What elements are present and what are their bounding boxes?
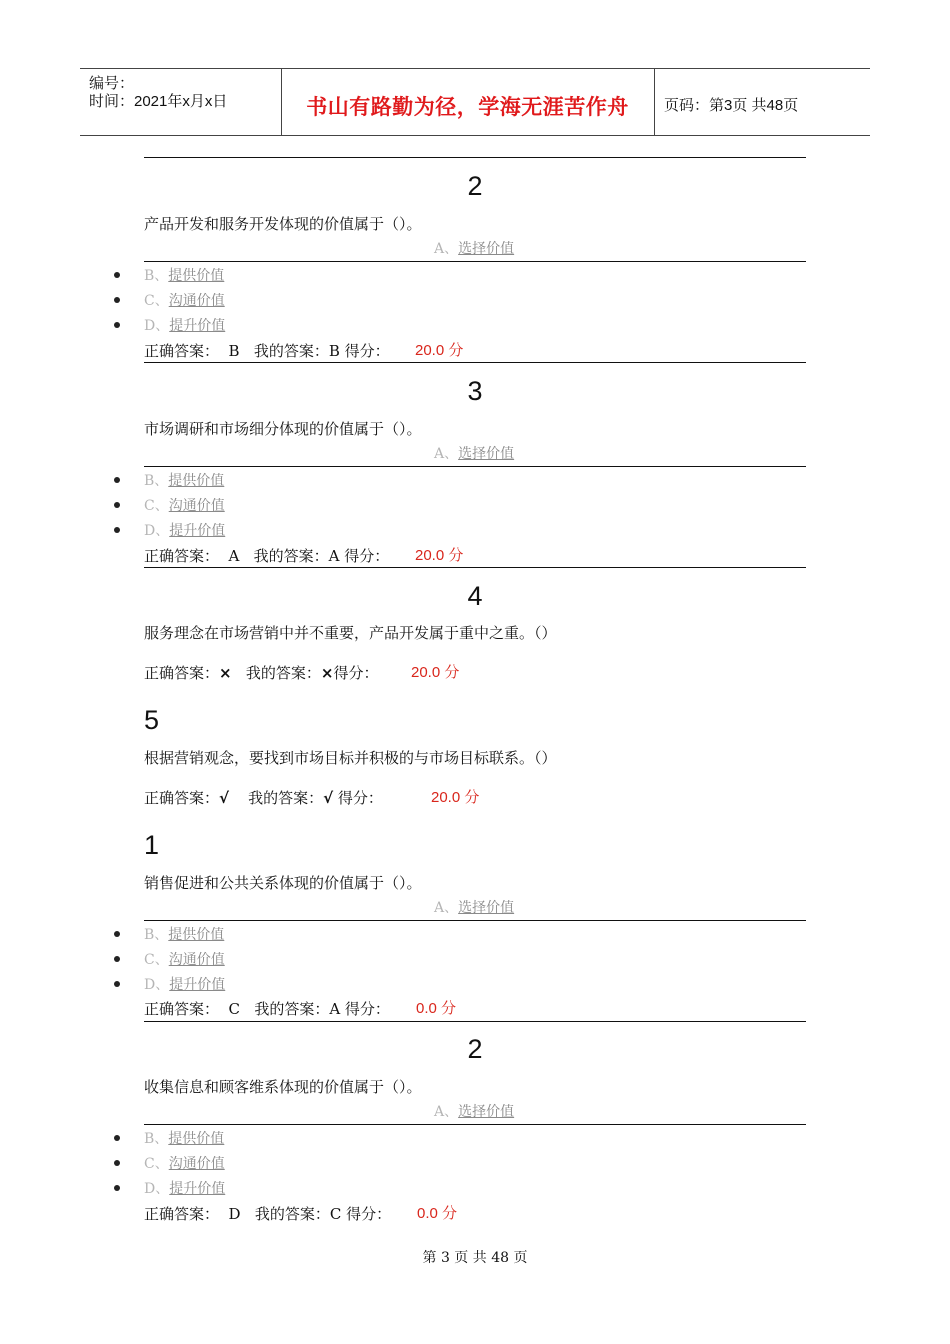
option-c[interactable]	[144, 497, 225, 515]
option-label: 选择价值	[458, 900, 515, 916]
divider	[144, 920, 806, 921]
option-c[interactable]	[144, 292, 225, 310]
check-icon: √	[323, 789, 334, 807]
option-label: 沟通价值	[168, 293, 225, 309]
option-label: 提升价值	[169, 1181, 226, 1197]
option-letter: D、	[144, 977, 170, 993]
bullet-icon	[114, 1160, 120, 1166]
question-text: 服务理念在市场营销中并不重要，产品开发属于重中之重。（）	[144, 624, 557, 642]
divider	[144, 261, 806, 262]
option-label: 沟通价值	[168, 952, 225, 968]
divider	[144, 567, 806, 568]
bullet-icon	[114, 1185, 120, 1191]
option-letter: A、	[434, 446, 459, 462]
score-value: 20.0 分	[431, 789, 480, 806]
cross-icon: ×	[219, 664, 232, 682]
option-a[interactable]	[434, 1103, 514, 1121]
score-value: 20.0 分	[411, 664, 460, 681]
page-footer: 第 3 页 共 48 页	[422, 1250, 528, 1266]
answer-line	[144, 663, 379, 683]
bullet-icon	[114, 527, 120, 533]
option-letter: A、	[434, 900, 459, 916]
option-a[interactable]	[434, 240, 514, 258]
option-label: 提供价值	[168, 1131, 225, 1147]
question-number: 3	[467, 376, 483, 406]
header-page-number: 页码：第3页 共48页	[664, 97, 799, 114]
header-motto-cell	[281, 69, 655, 135]
my-answer-label: 我的答案：	[229, 789, 324, 807]
bullet-icon	[114, 931, 120, 937]
option-letter: B、	[144, 268, 169, 284]
option-letter: A、	[434, 241, 459, 257]
option-letter: B、	[144, 927, 169, 943]
option-label: 提供价值	[168, 927, 225, 943]
divider	[144, 157, 806, 158]
option-letter: C、	[144, 498, 169, 514]
option-label: 提升价值	[169, 977, 226, 993]
check-icon: √	[219, 789, 230, 807]
header-page-cell	[655, 69, 869, 135]
bullet-icon	[114, 956, 120, 962]
option-letter: D、	[144, 523, 170, 539]
question-text: 收集信息和顾客维系体现的价值属于（）。	[144, 1078, 422, 1096]
option-label: 沟通价值	[168, 1156, 225, 1172]
bullet-icon	[114, 502, 120, 508]
my-answer-label: 我的答案：	[231, 664, 321, 682]
option-label: 选择价值	[458, 241, 515, 257]
option-b[interactable]	[144, 1130, 224, 1148]
option-letter: C、	[144, 952, 169, 968]
header-info-cell	[80, 69, 282, 135]
option-letter: D、	[144, 318, 170, 334]
option-label: 提供价值	[168, 473, 225, 489]
correct-answer-label: 正确答案：	[144, 664, 220, 682]
divider	[144, 1124, 806, 1125]
option-letter: C、	[144, 293, 169, 309]
question-number: 5	[144, 705, 160, 735]
divider	[144, 362, 806, 363]
score-value: 20.0 分	[415, 342, 464, 359]
correct-answer-label: 正确答案：	[144, 789, 220, 807]
question-text: 市场调研和市场细分体现的价值属于（）。	[144, 420, 422, 438]
cross-icon: ×	[320, 664, 334, 682]
answer-line: 正确答案： C 我的答案：A 得分：	[144, 1000, 390, 1018]
score-value: 0.0 分	[416, 1000, 457, 1017]
divider	[144, 466, 806, 467]
option-d[interactable]	[144, 1180, 225, 1198]
option-d[interactable]	[144, 976, 225, 994]
score-value: 20.0 分	[415, 547, 464, 564]
option-letter: A、	[434, 1104, 459, 1120]
question-number: 1	[144, 830, 160, 860]
bullet-icon	[114, 272, 120, 278]
option-label: 选择价值	[458, 1104, 515, 1120]
option-c[interactable]	[144, 951, 225, 969]
bullet-icon	[114, 297, 120, 303]
bullet-icon	[114, 1135, 120, 1141]
option-a[interactable]	[434, 445, 514, 463]
score-label: 得分：	[333, 789, 383, 807]
option-label: 提供价值	[168, 268, 225, 284]
answer-line	[144, 788, 383, 808]
option-label: 选择价值	[458, 446, 515, 462]
document-id-label: 编号：	[89, 75, 135, 92]
option-letter: B、	[144, 1131, 169, 1147]
score-value: 0.0 分	[417, 1205, 458, 1222]
option-letter: D、	[144, 1181, 170, 1197]
option-b[interactable]	[144, 267, 224, 285]
answer-line: 正确答案： D 我的答案：C 得分：	[144, 1205, 392, 1223]
divider	[144, 1021, 806, 1022]
answer-line: 正确答案： B 我的答案：B 得分：	[144, 342, 390, 360]
question-text: 销售促进和公共关系体现的价值属于（）。	[144, 874, 422, 892]
option-d[interactable]	[144, 522, 225, 540]
question-number: 4	[467, 581, 483, 611]
option-b[interactable]	[144, 472, 224, 490]
bullet-icon	[114, 322, 120, 328]
score-label: 得分：	[333, 664, 379, 682]
option-letter: B、	[144, 473, 169, 489]
option-label: 沟通价值	[168, 498, 225, 514]
option-a[interactable]	[434, 899, 514, 917]
option-letter: C、	[144, 1156, 169, 1172]
question-number: 2	[467, 171, 483, 201]
bullet-icon	[114, 981, 120, 987]
option-label: 提升价值	[169, 523, 226, 539]
header-motto: 书山有路勤为径，学海无涯苦作舟	[306, 96, 629, 119]
document-date-label: 时间：2021年x月x日	[89, 93, 228, 110]
question-number: 2	[467, 1034, 483, 1064]
option-c[interactable]	[144, 1155, 225, 1173]
page-header	[80, 68, 870, 136]
answer-line: 正确答案： A 我的答案：A 得分：	[144, 547, 390, 565]
bullet-icon	[114, 477, 120, 483]
option-d[interactable]	[144, 317, 225, 335]
option-b[interactable]	[144, 926, 224, 944]
question-text: 产品开发和服务开发体现的价值属于（）。	[144, 215, 422, 233]
option-label: 提升价值	[169, 318, 226, 334]
question-text: 根据营销观念，要找到市场目标并积极的与市场目标联系。（）	[144, 749, 557, 767]
